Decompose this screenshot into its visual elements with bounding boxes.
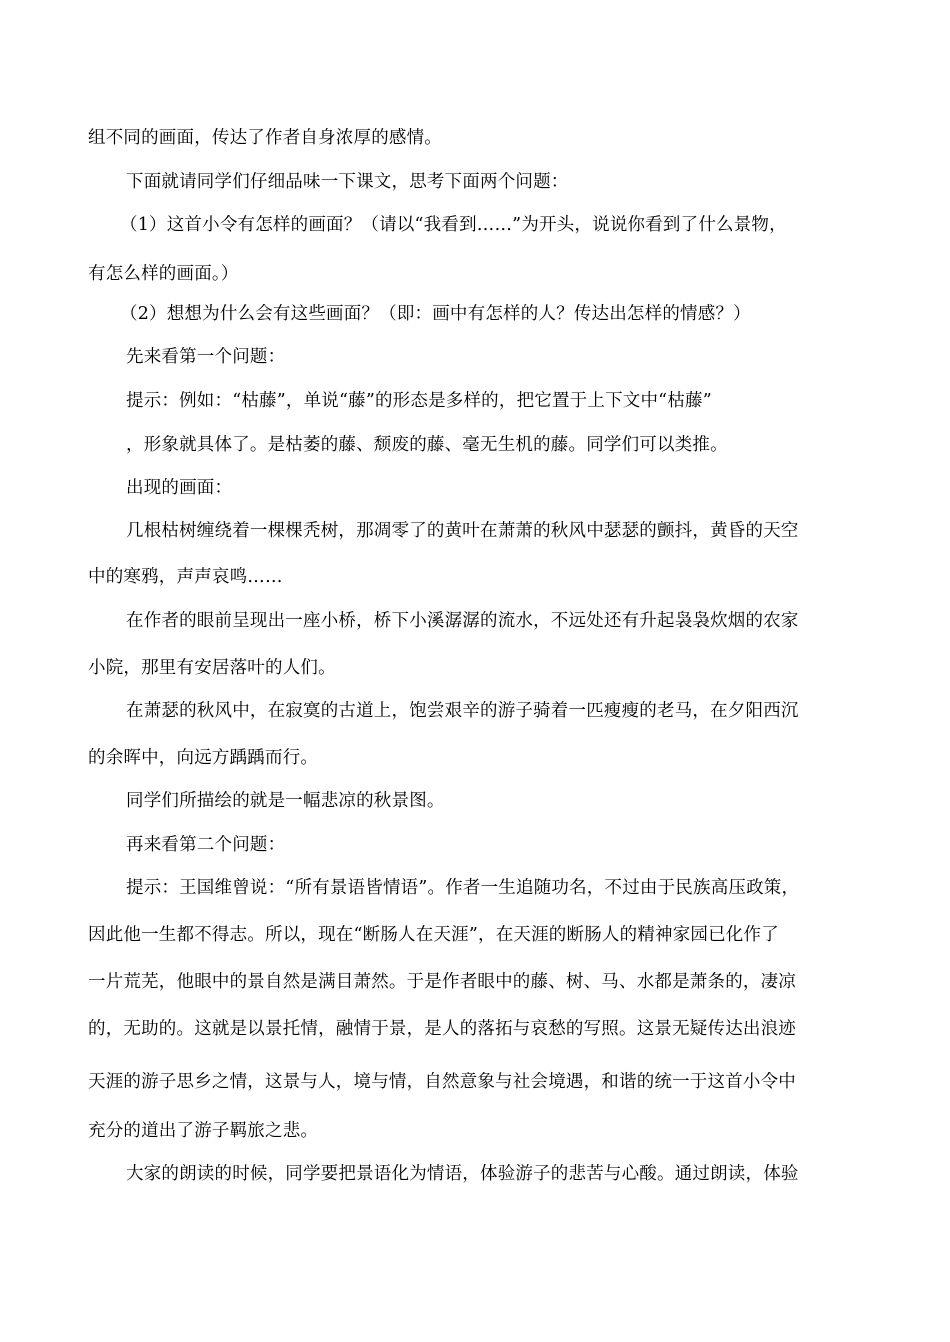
text-line: 出现的画面：	[126, 478, 233, 498]
text-line: 下面就请同学们仔细品味一下课文，思考下面两个问题：	[126, 172, 569, 192]
text-line: 组不同的画面，传达了作者自身浓厚的感情。	[88, 128, 442, 148]
text-line: 小院，那里有安居落叶的人们。	[88, 658, 336, 678]
text-line: 大家的朗读的时候，同学要把景语化为情语，体验游子的悲苦与心酸。通过朗读，体验	[126, 1164, 799, 1184]
text-line: 再来看第二个问题：	[126, 835, 286, 855]
text-line: 一片荒芜，他眼中的景自然是满目萧然。于是作者眼中的藤、树、马、水都是萧条的，凄凉	[88, 972, 796, 992]
text-line: （2）想想为什么会有这些画面？（即：画中有怎样的人？传达出怎样的情感？）	[120, 304, 751, 324]
text-line: 的，无助的。这就是以景托情，融情于景，是人的落拓与哀愁的写照。这景无疑传达出浪迹	[88, 1019, 796, 1039]
text-line: 充分的道出了游子羁旅之悲。	[88, 1121, 319, 1141]
text-line: 几根枯树缠绕着一棵棵秃树，那凋零了的黄叶在萧萧的秋风中瑟瑟的颤抖，黄昏的天空	[126, 521, 799, 541]
text-line: 先来看第一个问题：	[126, 347, 286, 367]
text-line: （1）这首小令有怎样的画面？（请以“我看到……”为开头，说说你看到了什么景物，	[120, 215, 787, 235]
text-line: 在作者的眼前呈现出一座小桥，桥下小溪潺潺的流水，不远处还有升起袅袅炊烟的农家	[126, 611, 799, 631]
text-line: 同学们所描绘的就是一幅悲凉的秋景图。	[126, 791, 445, 811]
text-line: 提示：王国维曾说：“所有景语皆情语”。作者一生追随功名，不过由于民族高压政策，	[126, 878, 800, 898]
text-line: 在萧瑟的秋风中，在寂寞的古道上，饱尝艰辛的游子骑着一匹瘦瘦的老马，在夕阳西沉	[126, 701, 799, 721]
text-line: 因此他一生都不得志。所以，现在“断肠人在天涯”，在天涯的断肠人的精神家园已化作了	[88, 925, 779, 945]
text-line: 中的寒鸦，声声哀鸣……	[88, 567, 283, 587]
text-line: ，形象就具体了。是枯萎的藤、颓废的藤、毫无生机的藤。同学们可以类推。	[126, 435, 728, 455]
text-line: 的余晖中，向远方踽踽而行。	[88, 748, 319, 768]
text-line: 提示：例如：“枯藤”，单说“藤”的形态是多样的，把它置于上下文中“枯藤”	[126, 391, 712, 411]
text-line: 有怎么样的画面。）	[88, 264, 239, 284]
text-line: 天涯的游子思乡之情，这景与人，境与情，自然意象与社会境遇，和谐的统一于这首小令中	[88, 1072, 796, 1092]
